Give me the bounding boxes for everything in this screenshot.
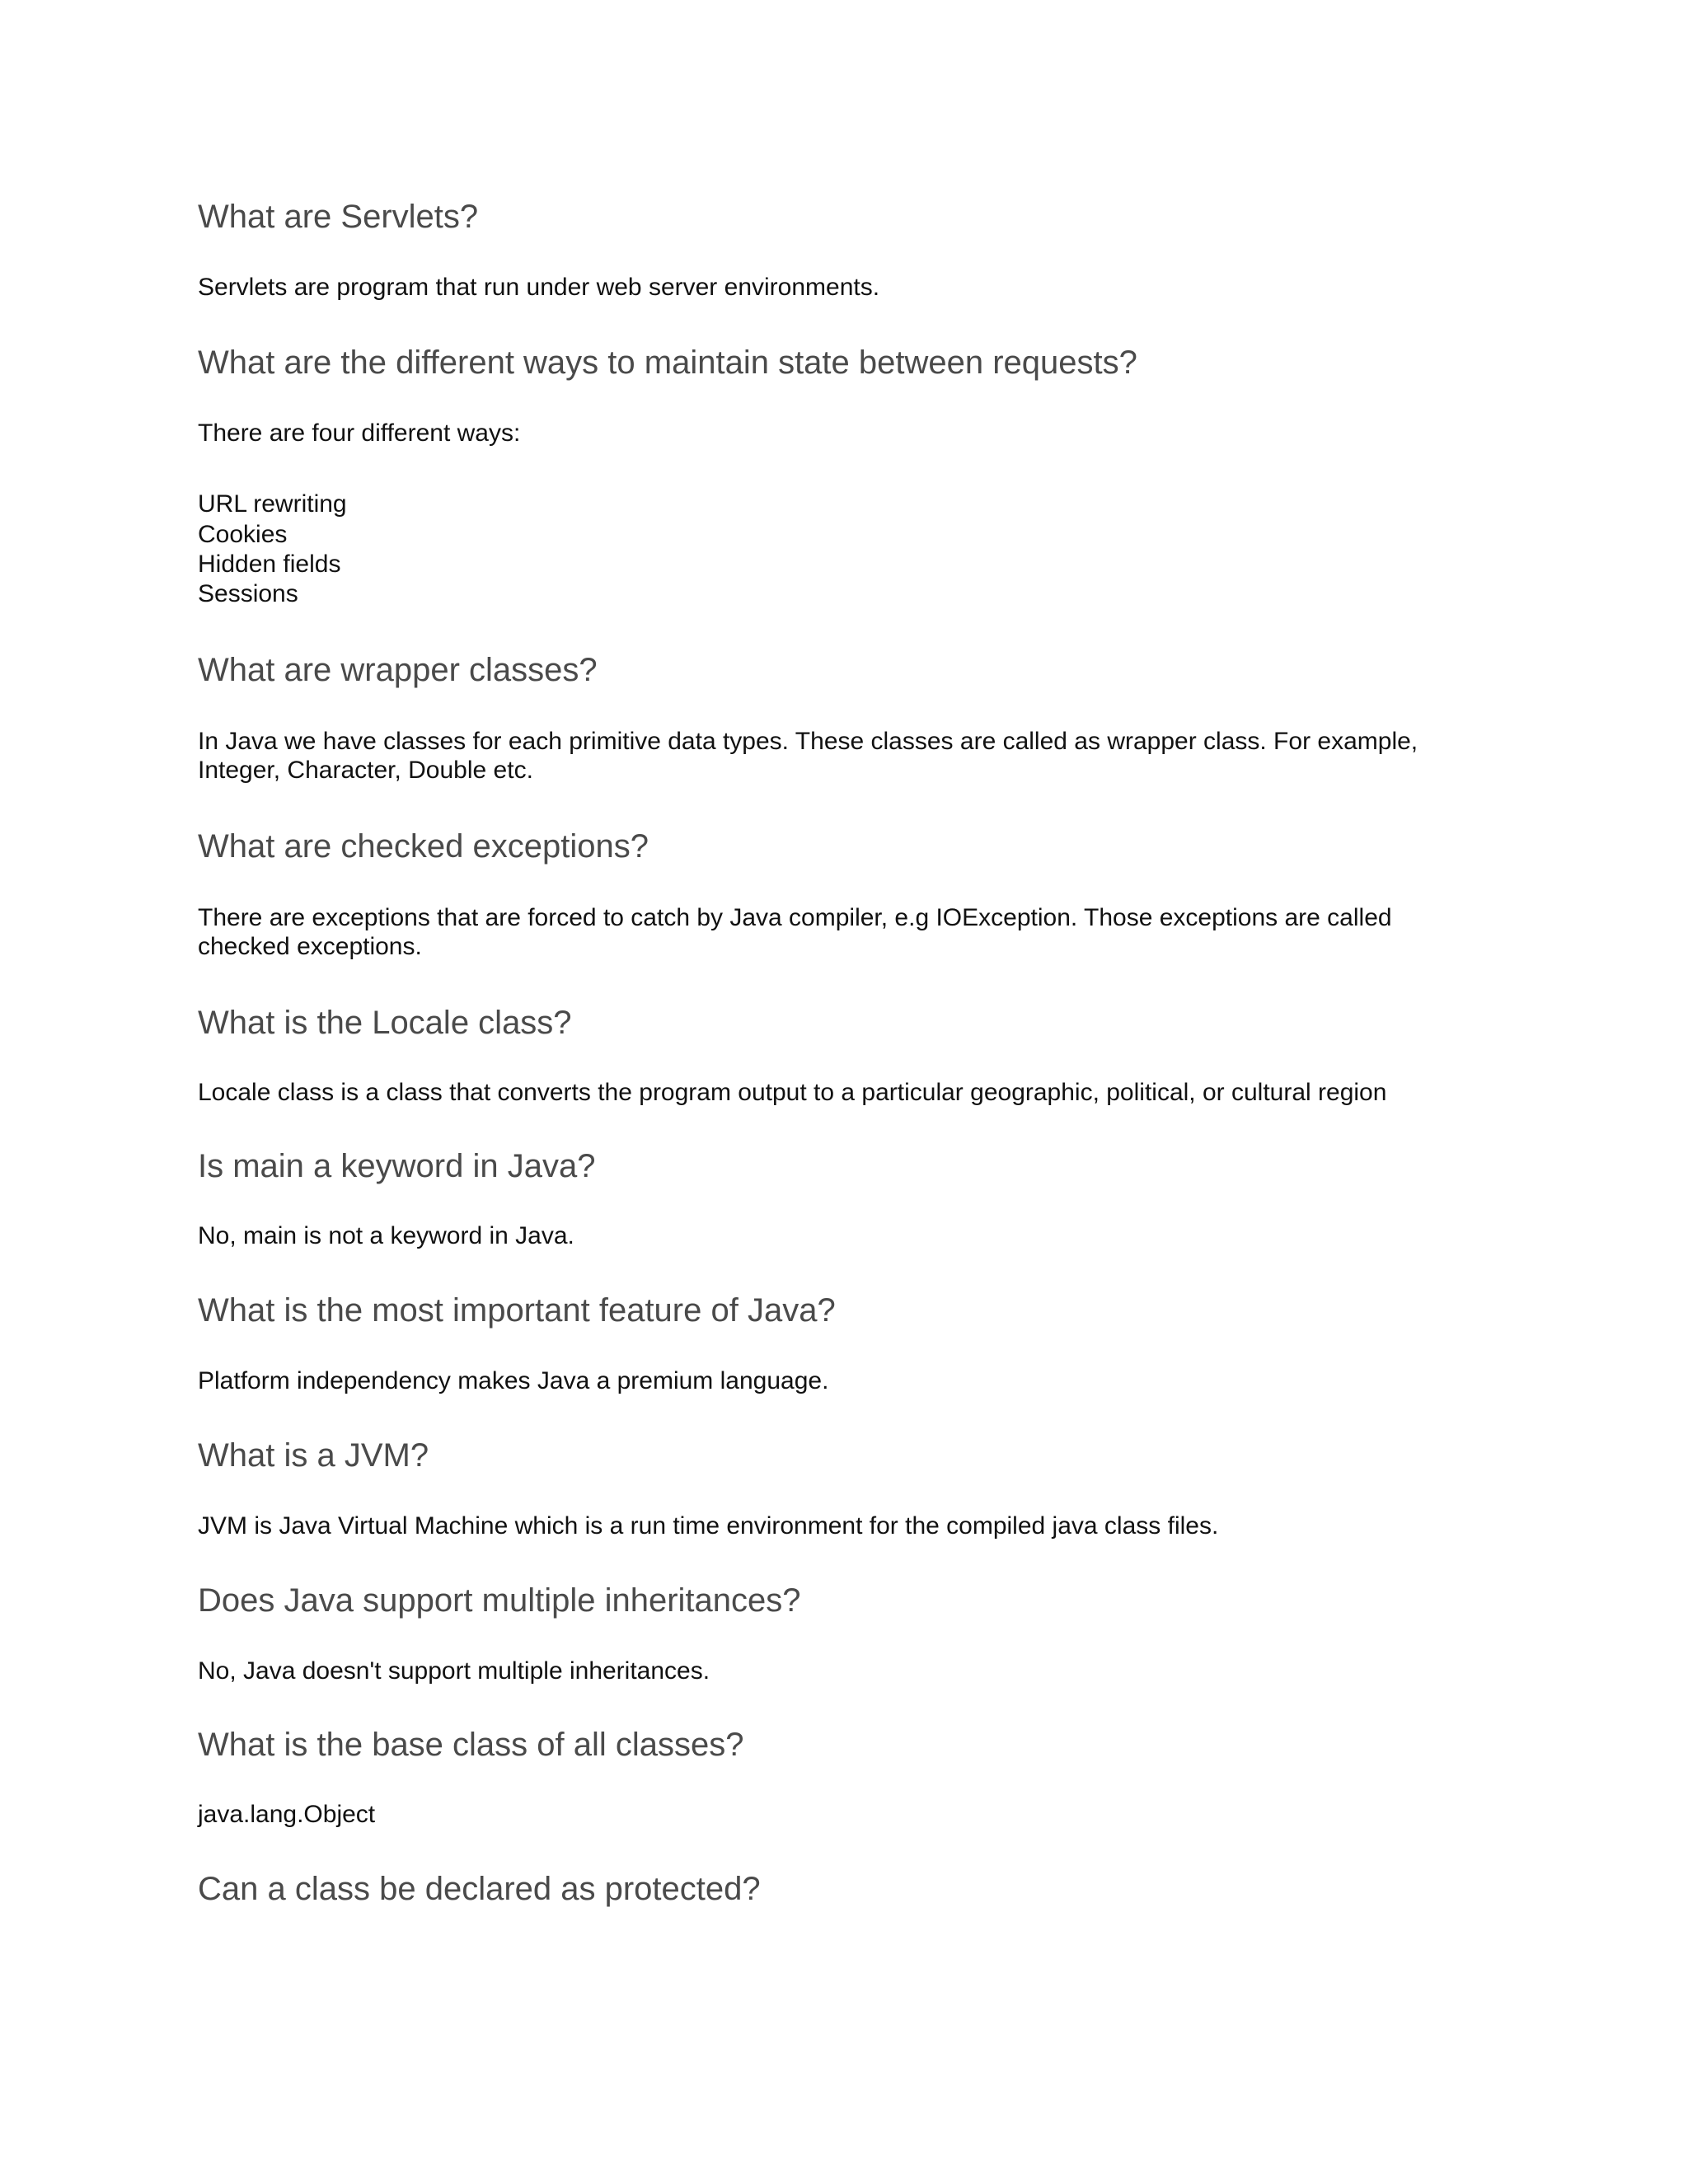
section-paragraph: JVM is Java Virtual Machine which is a run time environment for the compiled java class files.	[198, 1512, 1219, 1540]
section-paragraph: There are four different ways:	[198, 419, 521, 447]
section-paragraph: Platform independency makes Java a premium language.	[198, 1367, 829, 1394]
section-paragraph: Locale class is a class that converts the program output to a particular geographic, political, or cultural region	[198, 1079, 1387, 1106]
section-heading: Is main a keyword in Java?	[198, 1148, 596, 1184]
section-paragraph: No, Java doesn't support multiple inheritances.	[198, 1657, 710, 1685]
list-item: Cookies	[198, 521, 288, 548]
section-paragraph: In Java we have classes for each primitive data types. These classes are called as wrapper class. For example, Integer, Character, Double etc.	[198, 728, 1418, 784]
section-heading: What is the most important feature of Java?	[198, 1292, 836, 1329]
list-item: URL rewriting	[198, 490, 347, 518]
section-heading: What are Servlets?	[198, 199, 479, 235]
section-heading: What is the Locale class?	[198, 1005, 572, 1041]
section-paragraph: java.lang.Object	[198, 1801, 376, 1828]
section-heading: What is the base class of all classes?	[198, 1727, 744, 1763]
section-heading: What is a JVM?	[198, 1437, 429, 1474]
section-paragraph: Servlets are program that run under web server environments.	[198, 274, 880, 301]
section-heading: Does Java support multiple inheritances?	[198, 1582, 801, 1619]
section-paragraph: No, main is not a keyword in Java.	[198, 1222, 574, 1249]
section-heading: What are wrapper classes?	[198, 652, 598, 688]
section-heading: Can a class be declared as protected?	[198, 1871, 761, 1907]
section-heading: What are the different ways to maintain state between requests?	[198, 344, 1137, 381]
section-heading: What are checked exceptions?	[198, 828, 649, 865]
section-paragraph: There are exceptions that are forced to catch by Java compiler, e.g IOException. Those exceptions are called checked exceptions.	[198, 904, 1392, 960]
list-item: Hidden fields	[198, 551, 341, 578]
list-item: Sessions	[198, 580, 298, 607]
